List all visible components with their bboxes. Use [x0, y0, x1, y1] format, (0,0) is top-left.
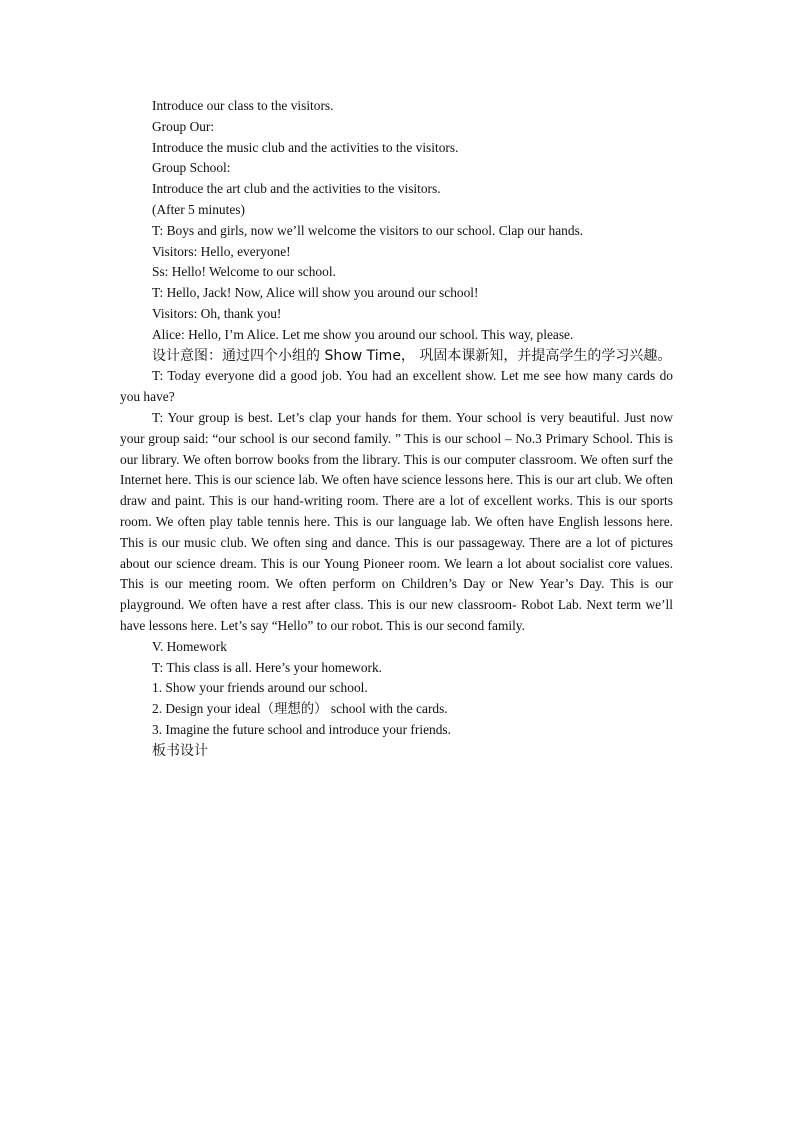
homework-item: 2. Design your ideal（理想的） school with the cards. [152, 701, 448, 717]
text-line: Visitors: Oh, thank you! [152, 305, 282, 321]
homework-item: 3. Imagine the future school and introduce your friends. [152, 721, 451, 737]
board-design-heading: 板书设计 [152, 742, 208, 759]
document-page [120, 96, 673, 762]
homework-item: 1. Show your friends around our school. [152, 680, 368, 696]
homework-intro: T: This class is all. Here’s your homework. [152, 659, 383, 675]
design-intent: 设计意图：通过四个小组的 Show Time， 巩固本课新知，并提高学生的学习兴趣。 [152, 347, 672, 364]
text-line: Introduce the art club and the activities to the visitors. [152, 181, 441, 197]
paragraph-today: T: Today everyone did a good job. You had an excellent show. Let me see how many cards do you have? [120, 368, 673, 405]
text-line: Group Our: [152, 118, 215, 134]
text-line: Introduce our class to the visitors. [152, 98, 334, 113]
text-line: Visitors: Hello, everyone! [152, 243, 291, 259]
paragraph-school-tour: T: Your group is best. Let’s clap your hands for them. Your school is very beautiful. Just now your group said: “our school is our second family. ” This is our school – No.3 Primary School. This is our library. We often borrow books from the library. This is our computer classroom. We often surf the Internet here. This is our science lab. We often have science lessons here. This is our art club. We often draw and paint. This is our hand-writing room. There are a lot of excellent works. This is our sports room. We often play table tennis here. This is our language lab. We often have English lessons here. This is our music club. We often sing and dance. This is our passageway. There are a lot of pictures about our science dream. This is our Young Pioneer room. We learn a lot about socialist core values. This is our meeting room. We often perform on Children’s Day or New Year’s Day. This is our playground. We often have a rest after class. This is our new classroom- Robot Lab. Next term we’ll have lessons here. Let’s say “Hello” to our robot. This is our second family. [120, 409, 673, 633]
homework-heading: V. Homework [152, 638, 227, 654]
text-line: Ss: Hello! Welcome to our school. [152, 264, 336, 280]
text-line: T: Hello, Jack! Now, Alice will show you around our school! [152, 285, 479, 301]
text-line: Alice: Hello, I’m Alice. Let me show you around our school. This way, please. [152, 326, 574, 342]
text-line: Introduce the music club and the activities to the visitors. [152, 139, 459, 155]
text-line: T: Boys and girls, now we’ll welcome the visitors to our school. Clap our hands. [152, 222, 584, 238]
text-line: (After 5 minutes) [152, 201, 245, 217]
text-line: Group School: [152, 160, 231, 176]
